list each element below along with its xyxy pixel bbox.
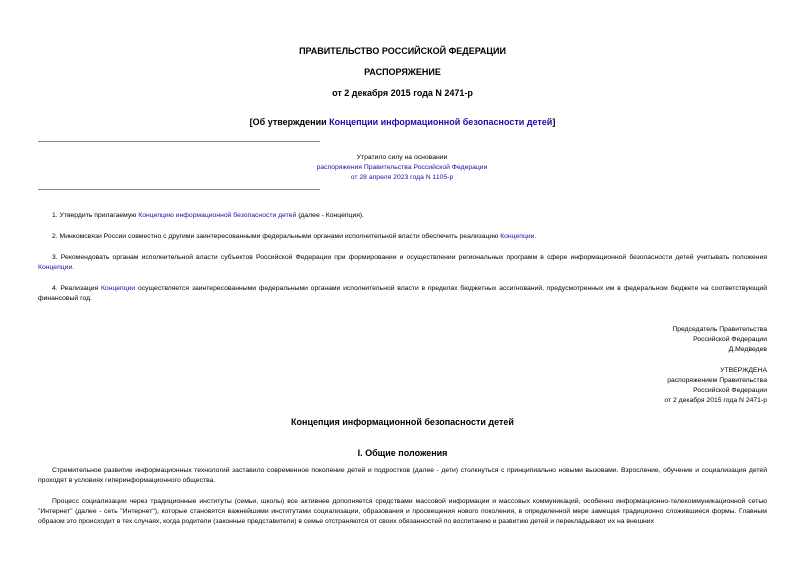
paragraph-3: [38, 253, 767, 273]
section-heading: I. Общие положения: [357, 448, 448, 458]
approval-heading: УТВЕРЖДЕНА: [720, 367, 767, 374]
paragraph-4-text: 4. Реализация: [52, 285, 101, 292]
paragraph-3-text: 3. Рекомендовать органам исполнительной власти субъектов Российской Федерации при формировании и осуществлении региональных программ в сфере информационной безопасности детей учитывать положения: [52, 254, 767, 261]
title-prefix: [Об утверждении: [249, 117, 330, 127]
concept-link-1[interactable]: Концепцию информационной безопасности детей: [138, 212, 297, 219]
paragraph-2-text: 2. Минкомсвязи России совместно с другими заинтересованными федеральными органами исполнительной власти обеспечить реализацию: [52, 233, 501, 240]
divider-bottom: [38, 189, 320, 190]
concept-title: Концепция информационной безопасности детей: [291, 417, 514, 427]
signature-position: Председатель Правительства: [672, 326, 767, 333]
title-concept-link[interactable]: Концепции информационной безопасности детей: [329, 117, 553, 127]
paragraph-1-text: 1. Утвердить прилагаемую: [52, 212, 139, 219]
order-type-heading: РАСПОРЯЖЕНИЕ: [364, 67, 441, 77]
repeal-notice: [277, 153, 527, 183]
signature-name: Д.Медведев: [728, 346, 767, 353]
divider-top: [38, 141, 320, 142]
paragraph-2: [38, 232, 767, 242]
approval-date-number: от 2 декабря 2015 года N 2471-р: [664, 397, 767, 404]
paragraph-2-tail: .: [534, 233, 537, 240]
signature-block: [467, 325, 767, 355]
title-suffix: ]: [552, 117, 556, 127]
concept-paragraph-2: Процесс социализации через традиционные институты (семьи, школы) все активнее дополняется средствами массовой информации и массовых коммуникаций, особенно информационно-телекоммуникационной сетью "Интернет" (далее - сеть "Интернет"), которые становятся важнейшими институтами социализации, образования и просвещения нового поколения, в определенной мере замещая традиционно сложившиеся формы. Главным образом это происходит в тех случаях, когда родители (законные представители) в семье отстраняются от своих обязанностей по воспитанию и развитию детей и перекладывают их на внешних: [38, 498, 767, 525]
repeal-notice-text: Утратило силу на основании: [356, 154, 448, 161]
paragraph-1: [38, 211, 767, 221]
document-title: [38, 117, 767, 128]
approval-block: [467, 366, 767, 406]
government-heading: ПРАВИТЕЛЬСТВО РОССИЙСКОЙ ФЕДЕРАЦИИ: [299, 46, 506, 56]
approval-order: распоряжением Правительства: [667, 377, 767, 384]
order-date-number: от 2 декабря 2015 года N 2471-р: [332, 88, 473, 98]
paragraph-4: [38, 284, 767, 304]
signature-country: Российской Федерации: [693, 336, 767, 343]
paragraph-3-tail: .: [72, 264, 75, 271]
concept-link-2[interactable]: Концепции: [500, 233, 535, 240]
repeal-order-link[interactable]: распоряжения Правительства Российской Федерации: [316, 164, 488, 171]
repeal-order-date-link[interactable]: от 28 апреля 2023 года N 1105-р: [350, 174, 454, 181]
concept-paragraph-1: Стремительное развитие информационных технологий заставило современное поколение детей и подростков (далее - дети) столкнуться с принципиально новыми вызовами. Взросление, обучение и социализация детей проходят в условиях гиперинформационного общества.: [38, 467, 767, 484]
concept-link-4[interactable]: Концепции: [100, 285, 136, 292]
approval-country: Российской Федерации: [693, 387, 767, 394]
concept-link-3[interactable]: Концепции: [38, 264, 73, 271]
paragraph-1-tail: (далее - Концепция).: [296, 212, 365, 219]
paragraph-4-tail: осуществляется заинтересованными федеральными органами исполнительной власти в пределах бюджетных ассигнований, предусмотренных им в федеральном бюджете на соответствующий финансовый год.: [38, 285, 767, 302]
